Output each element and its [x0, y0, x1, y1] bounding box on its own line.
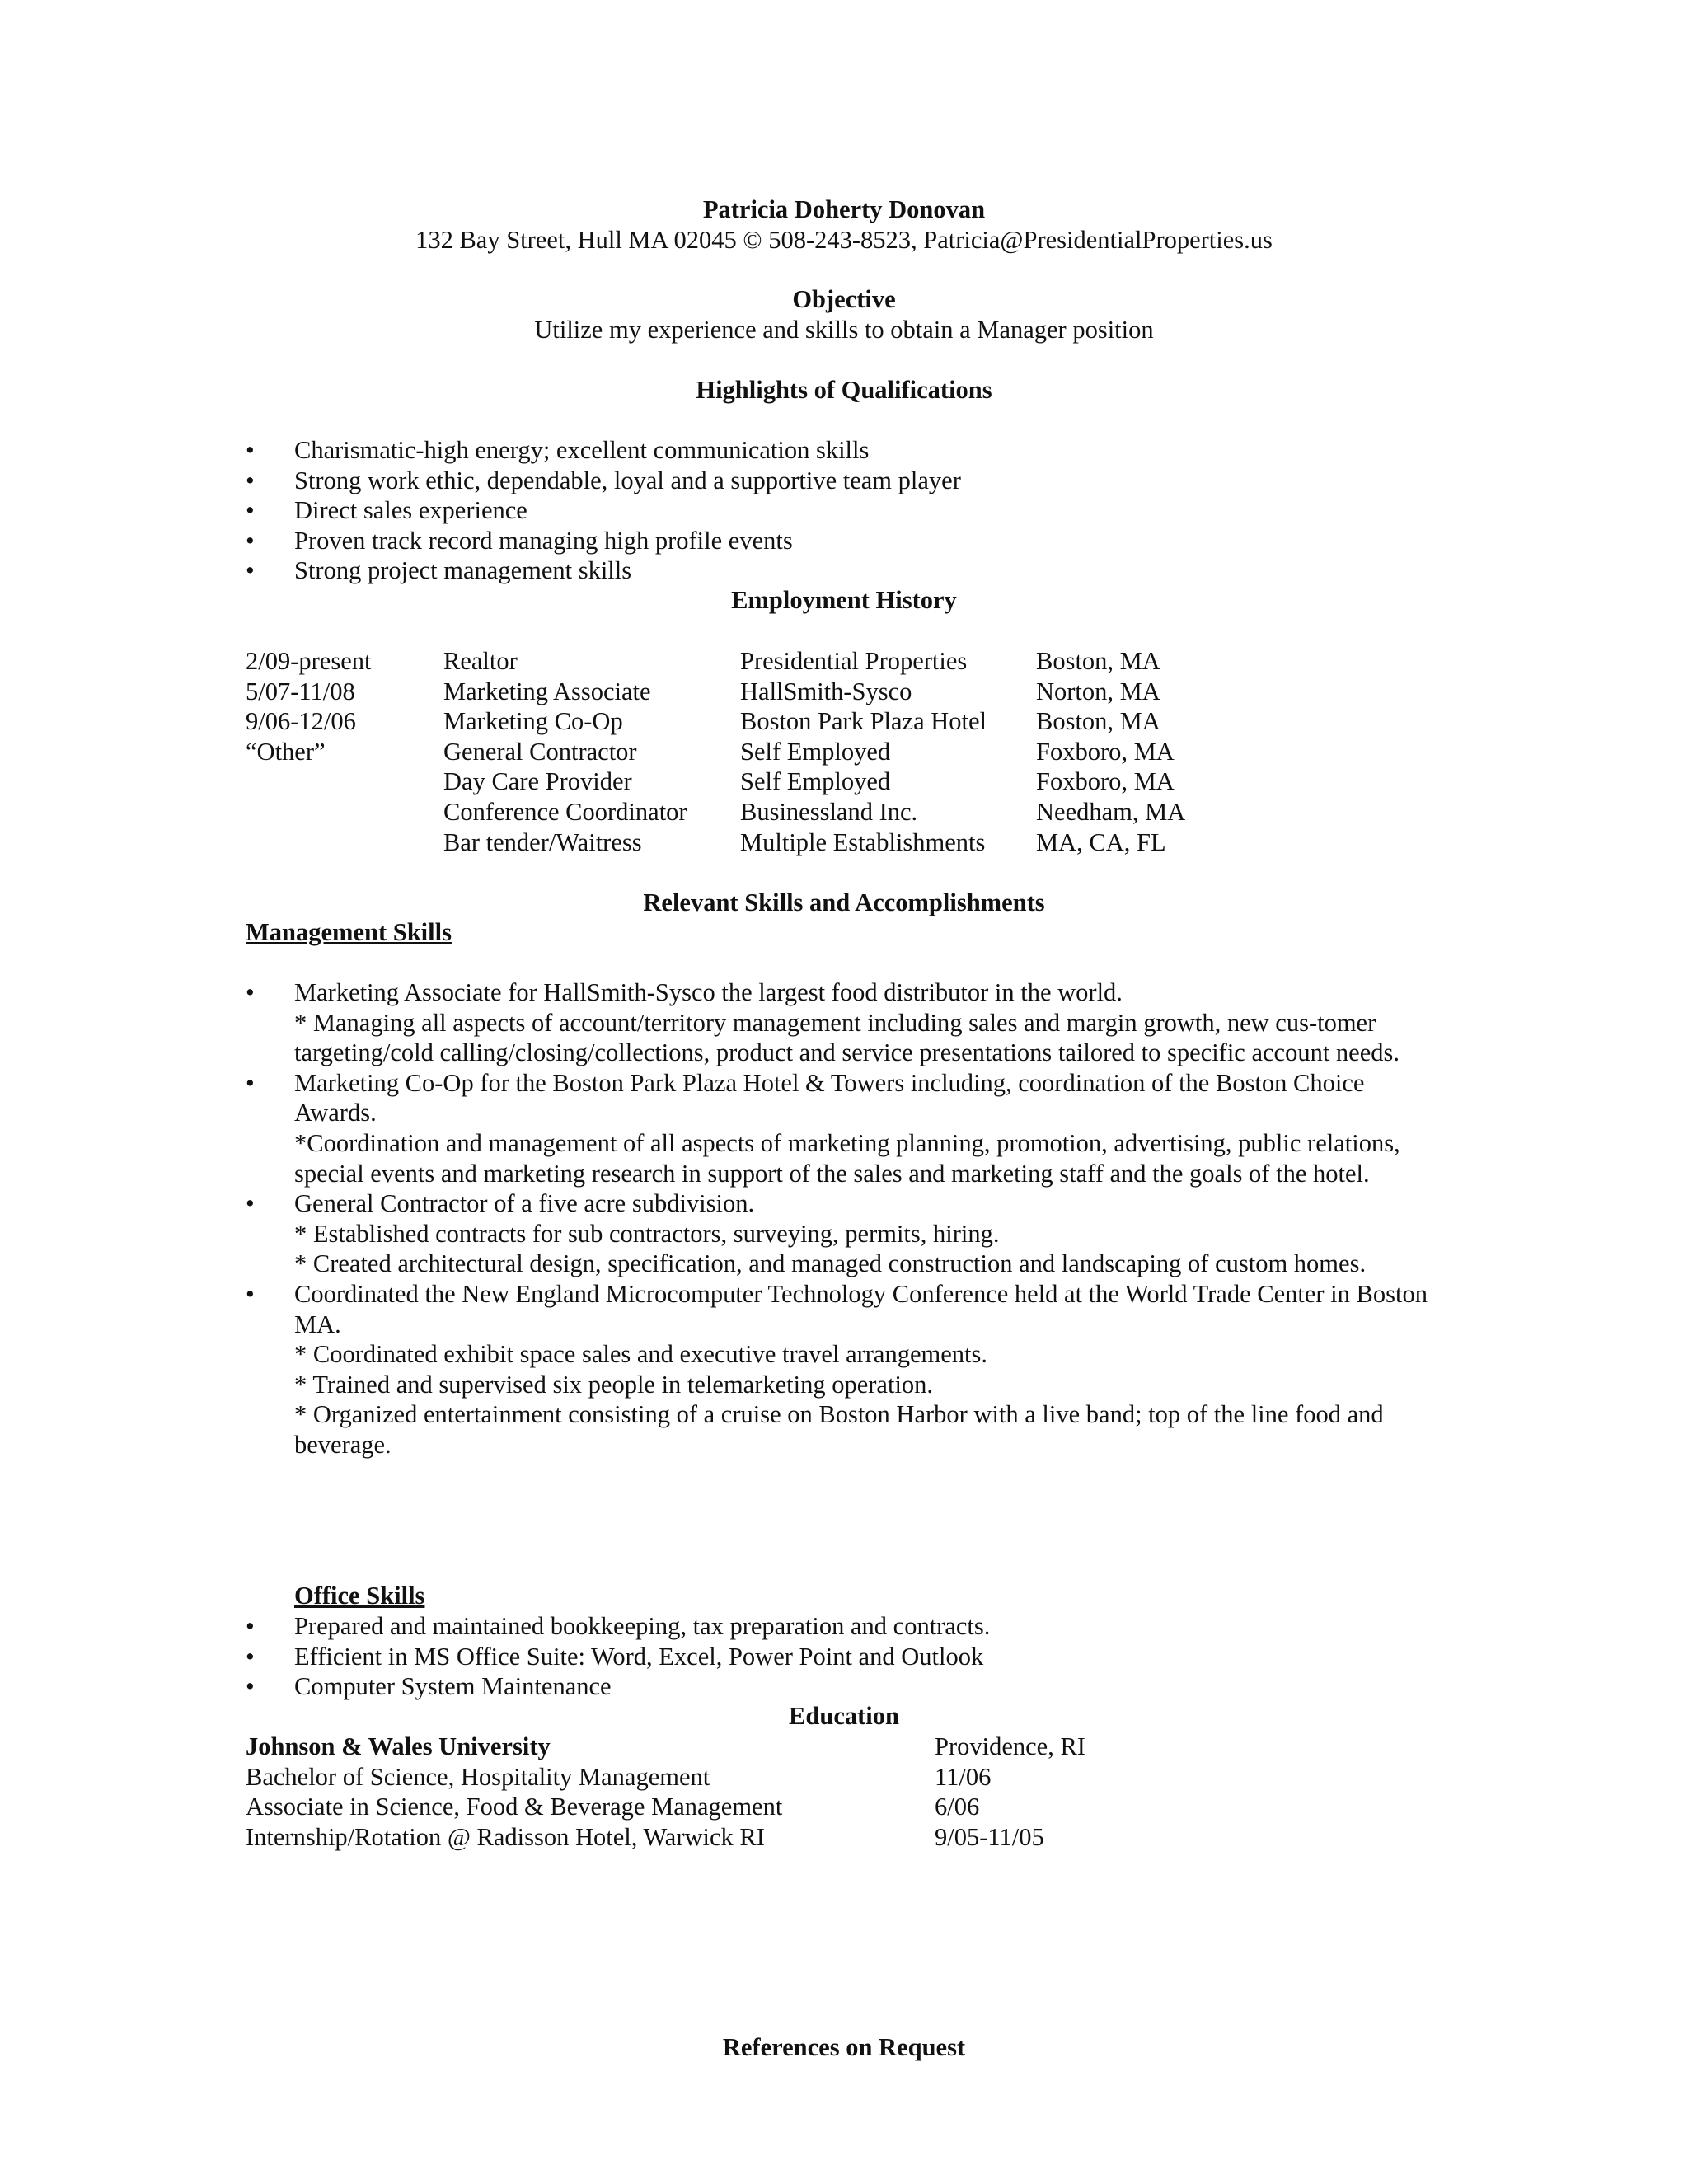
bullet-icon: •	[246, 526, 255, 555]
bullet-icon: •	[246, 1068, 255, 1097]
skills-heading: Relevant Skills and Accomplishments	[643, 888, 1045, 916]
list-item: • Strong work ethic, dependable, loyal and a supportive team player	[246, 466, 961, 494]
employment-heading: Employment History	[731, 586, 957, 614]
table-row: Johnson & Wales University Providence, RI	[246, 1732, 1085, 1760]
bullet-icon: •	[246, 466, 255, 494]
education-table	[246, 1732, 1235, 1852]
bullet-icon: •	[246, 436, 255, 464]
table-row: Bar tender/Waitress Multiple Establishments MA, CA, FL	[443, 827, 1166, 856]
bullet-icon: •	[246, 1672, 255, 1701]
table-row: Internship/Rotation @ Radisson Hotel, Warwick RI 9/05-11/05	[246, 1822, 1044, 1851]
office-skills-heading: Office Skills	[294, 1582, 425, 1610]
references-note: References on Request	[722, 2033, 966, 2061]
list-item: • Coordinated the New England Microcomputer Technology Conference held at the World Trade Center in Boston MA. * Coordinated exhibit space sales and executive travel arrangements. * Trained and supervised six people in telemarketing operation. * Organized entertainment consisting of a cruise on Boston Harbor with a live band; top of the line food and beverage.	[246, 1279, 1428, 1459]
bullet-icon: •	[246, 1642, 255, 1671]
table-row: Associate in Science, Food & Beverage Management 6/06	[246, 1793, 980, 1821]
management-skills-heading: Management Skills	[246, 918, 452, 946]
table-row: Conference Coordinator Businessland Inc. Needham, MA	[443, 797, 1186, 826]
table-row: 2/09-present Realtor Presidential Properties Boston, MA	[246, 647, 1160, 675]
bullet-icon: •	[246, 556, 255, 585]
list-item: • Direct sales experience	[246, 496, 528, 525]
list-item: • Strong project management skills	[246, 556, 632, 585]
highlights-heading: Highlights of Qualifications	[696, 376, 992, 404]
list-item: • General Contractor of a five acre subdivision. * Established contracts for sub contractors, surveying, permits, hiring. * Created architectural design, specification, and managed construction and landscaping of custom homes.	[246, 1189, 1367, 1278]
contact-line: 132 Bay Street, Hull MA 02045 © 508-243-8523, Patricia@PresidentialProperties.us	[415, 226, 1273, 254]
bullet-icon: •	[246, 496, 255, 525]
table-row: Bachelor of Science, Hospitality Management 11/06	[246, 1762, 992, 1791]
objective-heading: Objective	[792, 285, 896, 313]
education-heading: Education	[789, 1702, 899, 1730]
list-item: • Charismatic-high energy; excellent communication skills	[246, 436, 870, 464]
bullet-icon: •	[246, 978, 255, 1006]
objective-text: Utilize my experience and skills to obtain a Manager position	[534, 316, 1154, 344]
table-row: Day Care Provider Self Employed Foxboro, MA	[443, 767, 1175, 796]
list-item: • Computer System Maintenance	[246, 1672, 612, 1701]
list-item: • Prepared and maintained bookkeeping, tax preparation and contracts.	[246, 1612, 991, 1640]
bullet-icon: •	[246, 1279, 255, 1308]
employment-table	[246, 646, 1482, 857]
management-skills-list	[246, 977, 1432, 1460]
list-item: • Marketing Co-Op for the Boston Park Plaza Hotel & Towers including, coordination of the Boston Choice Awards. *Coordination and management of all aspects of marketing planning, promotion, advertising, public relations, special events and marketing research in support of the sales and marketing staff and the goals of the hotel.	[246, 1068, 1400, 1188]
list-item: • Marketing Associate for HallSmith-Sysco the largest food distributor in the world. * Managing all aspects of account/territory management including sales and margin growth, new cus-tomer targeting/cold calling/closing/collections, product and service presentations tailored to specific account needs.	[246, 978, 1400, 1067]
table-row: 9/06-12/06 Marketing Co-Op Boston Park Plaza Hotel Boston, MA	[246, 707, 1160, 736]
table-row: 5/07-11/08 Marketing Associate HallSmith-Sysco Norton, MA	[246, 677, 1160, 705]
table-row: “Other” General Contractor Self Employed Foxboro, MA	[246, 737, 1175, 766]
resume-name: Patricia Doherty Donovan	[702, 195, 986, 223]
bullet-icon: •	[246, 1189, 255, 1218]
highlights-list	[246, 435, 1416, 586]
list-item: • Proven track record managing high profile events	[246, 526, 793, 555]
list-item: • Efficient in MS Office Suite: Word, Excel, Power Point and Outlook	[246, 1642, 984, 1671]
office-skills-list	[246, 1611, 1432, 1702]
bullet-icon: •	[246, 1612, 255, 1640]
